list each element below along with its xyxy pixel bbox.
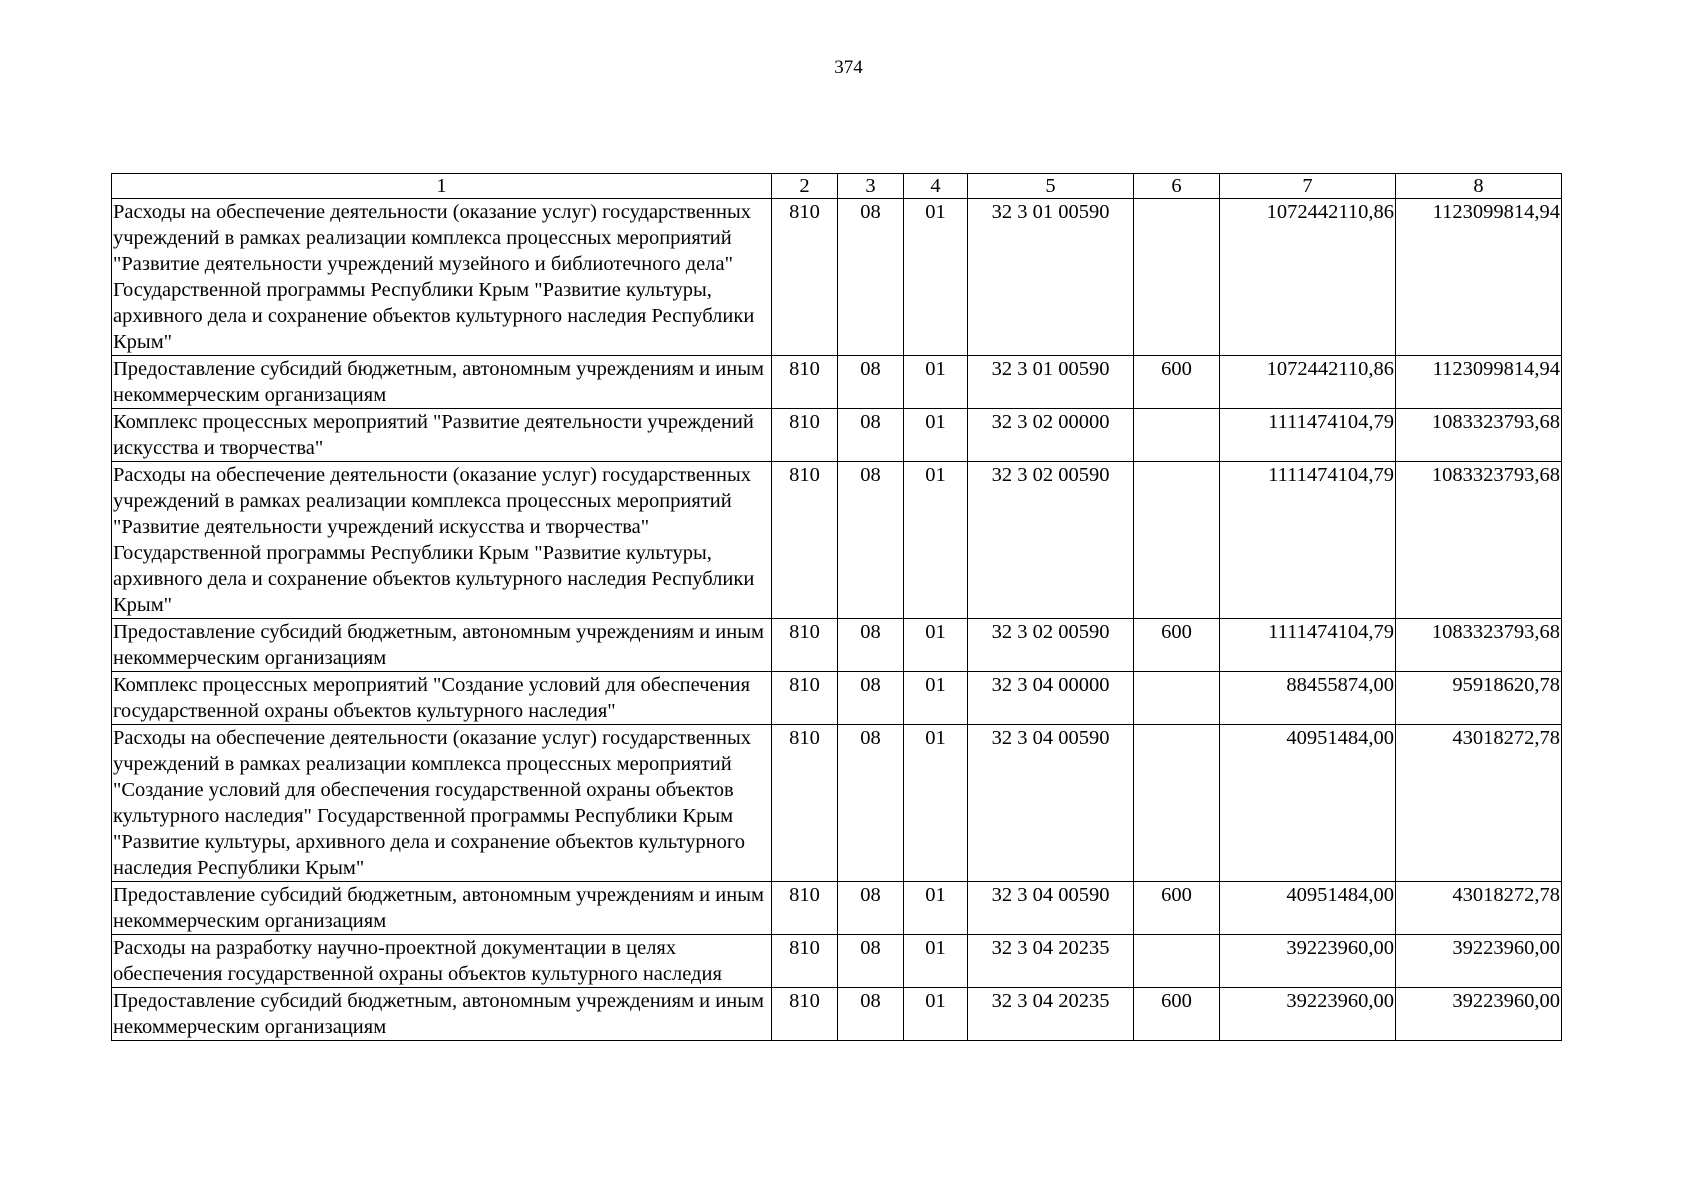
row-section-code: 08 (838, 988, 904, 1041)
row-target-code: 32 3 04 20235 (968, 988, 1134, 1041)
row-amount-2: 1083323793,68 (1396, 409, 1562, 462)
row-ministry-code: 810 (772, 882, 838, 935)
row-target-code: 32 3 02 00000 (968, 409, 1134, 462)
row-target-code: 32 3 04 00590 (968, 725, 1134, 882)
column-header-2: 2 (772, 174, 838, 199)
column-header-5: 5 (968, 174, 1134, 199)
row-description: Расходы на обеспечение деятельности (оказание услуг) государственных учреждений в рамках реализации комплекса процессных мероприятий "Развитие деятельности учреждений музейного и библиотечного дела" Государственной программы Республики Крым "Развитие культуры, архивного дела и сохранение объектов культурного наследия Республики Крым" (112, 199, 772, 356)
row-amount-2: 43018272,78 (1396, 725, 1562, 882)
row-subsection-code: 01 (904, 619, 968, 672)
row-description: Комплекс процессных мероприятий "Развитие деятельности учреждений искусства и творчества" (112, 409, 772, 462)
row-section-code: 08 (838, 356, 904, 409)
row-section-code: 08 (838, 672, 904, 725)
row-amount-1: 40951484,00 (1220, 725, 1396, 882)
row-subsection-code: 01 (904, 199, 968, 356)
row-target-code: 32 3 01 00590 (968, 199, 1134, 356)
row-amount-2: 1083323793,68 (1396, 462, 1562, 619)
row-ministry-code: 810 (772, 199, 838, 356)
row-description: Предоставление субсидий бюджетным, автономным учреждениям и иным некоммерческим организациям (112, 882, 772, 935)
table-row (112, 988, 1562, 1041)
row-amount-1: 1111474104,79 (1220, 409, 1396, 462)
row-section-code: 08 (838, 462, 904, 619)
row-amount-2: 1083323793,68 (1396, 619, 1562, 672)
row-description: Расходы на обеспечение деятельности (оказание услуг) государственных учреждений в рамках реализации комплекса процессных мероприятий "Создание условий для обеспечения государственной охраны объектов культурного наследия" Государственной программы Республики Крым "Развитие культуры, архивного дела и сохранение объектов культурного наследия Республики Крым" (112, 725, 772, 882)
row-amount-1: 39223960,00 (1220, 935, 1396, 988)
row-subsection-code: 01 (904, 409, 968, 462)
row-subsection-code: 01 (904, 725, 968, 882)
row-target-code: 32 3 02 00590 (968, 619, 1134, 672)
row-amount-2: 1123099814,94 (1396, 199, 1562, 356)
column-header-6: 6 (1134, 174, 1220, 199)
table-row (112, 356, 1562, 409)
column-header-4: 4 (904, 174, 968, 199)
row-section-code: 08 (838, 725, 904, 882)
row-ministry-code: 810 (772, 988, 838, 1041)
row-amount-1: 1111474104,79 (1220, 619, 1396, 672)
row-description: Предоставление субсидий бюджетным, автономным учреждениям и иным некоммерческим организациям (112, 356, 772, 409)
row-ministry-code: 810 (772, 409, 838, 462)
row-description: Предоставление субсидий бюджетным, автономным учреждениям и иным некоммерческим организациям (112, 619, 772, 672)
table-row (112, 619, 1562, 672)
row-description: Предоставление субсидий бюджетным, автономным учреждениям и иным некоммерческим организациям (112, 988, 772, 1041)
row-subsection-code: 01 (904, 462, 968, 619)
table-row (112, 935, 1562, 988)
row-expense-type (1134, 462, 1220, 619)
row-expense-type (1134, 672, 1220, 725)
table-row (112, 409, 1562, 462)
row-amount-1: 39223960,00 (1220, 988, 1396, 1041)
row-expense-type (1134, 935, 1220, 988)
row-ministry-code: 810 (772, 619, 838, 672)
row-description: Расходы на разработку научно-проектной документации в целях обеспечения государственной охраны объектов культурного наследия (112, 935, 772, 988)
row-target-code: 32 3 04 20235 (968, 935, 1134, 988)
row-ministry-code: 810 (772, 356, 838, 409)
row-amount-2: 1123099814,94 (1396, 356, 1562, 409)
row-amount-2: 39223960,00 (1396, 935, 1562, 988)
row-amount-1: 1111474104,79 (1220, 462, 1396, 619)
row-section-code: 08 (838, 199, 904, 356)
row-amount-1: 1072442110,86 (1220, 199, 1396, 356)
row-amount-2: 43018272,78 (1396, 882, 1562, 935)
row-subsection-code: 01 (904, 988, 968, 1041)
row-section-code: 08 (838, 882, 904, 935)
table-row (112, 882, 1562, 935)
column-header-8: 8 (1396, 174, 1562, 199)
row-subsection-code: 01 (904, 882, 968, 935)
row-expense-type (1134, 725, 1220, 882)
row-target-code: 32 3 01 00590 (968, 356, 1134, 409)
table-header-row (112, 174, 1562, 199)
row-amount-2: 95918620,78 (1396, 672, 1562, 725)
row-description: Комплекс процессных мероприятий "Создание условий для обеспечения государственной охраны объектов культурного наследия" (112, 672, 772, 725)
row-section-code: 08 (838, 619, 904, 672)
column-header-1: 1 (112, 174, 772, 199)
row-amount-2: 39223960,00 (1396, 988, 1562, 1041)
row-ministry-code: 810 (772, 935, 838, 988)
row-ministry-code: 810 (772, 725, 838, 882)
row-expense-type (1134, 199, 1220, 356)
row-target-code: 32 3 04 00000 (968, 672, 1134, 725)
page-number: 374 (834, 57, 863, 78)
table-row (112, 725, 1562, 882)
table-row (112, 672, 1562, 725)
table-row (112, 462, 1562, 619)
row-target-code: 32 3 02 00590 (968, 462, 1134, 619)
column-header-7: 7 (1220, 174, 1396, 199)
budget-table (111, 173, 1562, 1041)
row-amount-1: 40951484,00 (1220, 882, 1396, 935)
row-target-code: 32 3 04 00590 (968, 882, 1134, 935)
row-expense-type (1134, 409, 1220, 462)
table-row (112, 199, 1562, 356)
row-section-code: 08 (838, 935, 904, 988)
row-expense-type: 600 (1134, 356, 1220, 409)
column-header-3: 3 (838, 174, 904, 199)
row-expense-type: 600 (1134, 988, 1220, 1041)
row-expense-type: 600 (1134, 619, 1220, 672)
row-amount-1: 1072442110,86 (1220, 356, 1396, 409)
row-ministry-code: 810 (772, 462, 838, 619)
row-subsection-code: 01 (904, 935, 968, 988)
row-expense-type: 600 (1134, 882, 1220, 935)
row-description: Расходы на обеспечение деятельности (оказание услуг) государственных учреждений в рамках реализации комплекса процессных мероприятий "Развитие деятельности учреждений искусства и творчества" Государственной программы Республики Крым "Развитие культуры, архивного дела и сохранение объектов культурного наследия Республики Крым" (112, 462, 772, 619)
row-section-code: 08 (838, 409, 904, 462)
row-amount-1: 88455874,00 (1220, 672, 1396, 725)
row-subsection-code: 01 (904, 672, 968, 725)
row-subsection-code: 01 (904, 356, 968, 409)
row-ministry-code: 810 (772, 672, 838, 725)
